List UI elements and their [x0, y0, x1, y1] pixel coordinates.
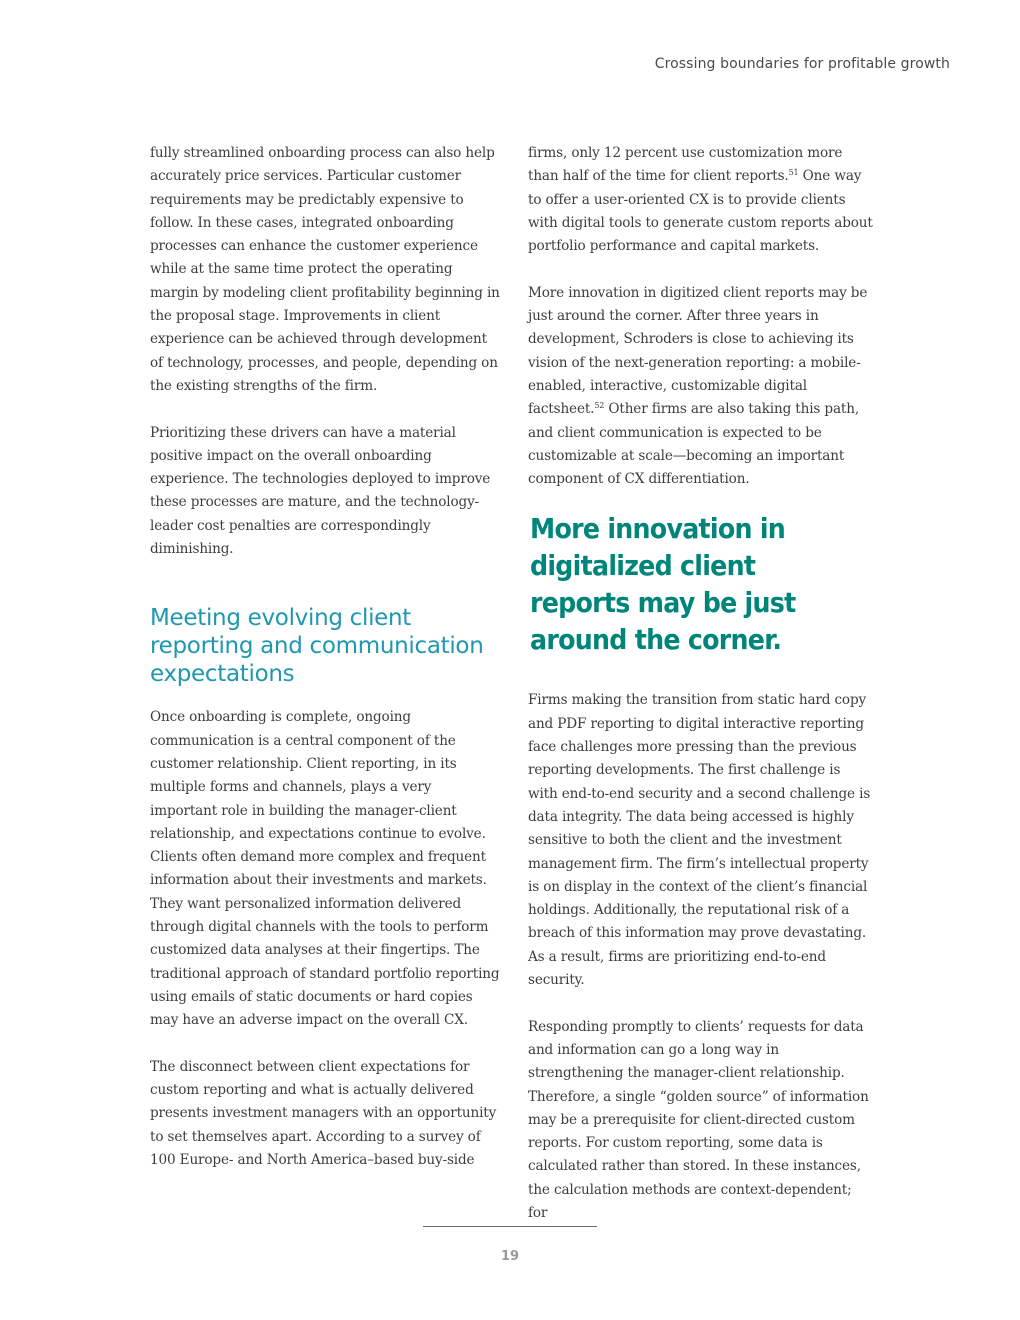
footer-divider [423, 1226, 597, 1227]
right-column [528, 142, 873, 1225]
paragraph [528, 282, 873, 492]
paragraph-text: More innovation in digitized client reports may be just around the corner. After three years in development, Schroders is close to achieving its vision of the next-generation reporting: a mobile-enabled, interactive, customizable digital factsheet. [528, 284, 868, 418]
paragraph: fully streamlined onboarding process can also help accurately price services. Particular customer requirements may be predictably expensive to follow. In these cases, integrated onboarding processes can enhance the customer experience while at the same time protect the operating margin by modeling client profitability beginning in the proposal stage. Improvements in client experience can be achieved through development of technology, processes, and people, depending on the existing strengths of the firm. [150, 145, 500, 394]
paragraph: Prioritizing these drivers can have a material positive impact on the overall onboarding experience. The technologies deployed to improve these processes are mature, and the technology-leader cost penalties are correspondingly diminishing. [150, 424, 491, 558]
footnote-ref[interactable]: 51 [788, 168, 799, 178]
paragraph-text: One way to offer a user-oriented CX is to provide clients with digital tools to generate custom reports about portfolio performance and capital markets. [528, 168, 873, 255]
paragraph: The disconnect between client expectations for custom reporting and what is actually delivered presents investment managers with an opportunity to set themselves apart. According to a survey of 100 Europe- and North America–based buy-side [150, 1058, 497, 1168]
section-heading: Meeting evolving client reporting and communication expectations [150, 605, 484, 688]
footnote-ref[interactable]: 52 [594, 401, 605, 411]
paragraph: Responding promptly to clients’ requests for data and information can go a long way in strengthening the manager-client relationship. Therefore, a single “golden source” of information may be a prerequisite for client-directed custom reports. For custom reporting, some data is calculated rather than stored. In these instances, the calculation methods are context-dependent; for [528, 1018, 869, 1221]
page-number: 19 [500, 1249, 520, 1264]
running-title: Crossing boundaries for profitable growth [654, 56, 950, 72]
paragraph [528, 142, 873, 258]
pull-quote: More innovation in digitalized client reports may be just around the corner. [530, 513, 796, 657]
paragraph-text: Other firms are also taking this path, and client communication is expected to be customizable at scale—becoming an important component of CX differentiation. [528, 401, 860, 488]
paragraph: Firms making the transition from static hard copy and PDF reporting to digital interactive reporting face challenges more pressing than the previous reporting developments. The first challenge is with end-to-end security and a second challenge is data integrity. The data being accessed is highly sensitive to both the client and the investment management firm. The firm’s intellectual property is on display in the context of the client’s financial holdings. Additionally, the reputational risk of a breach of this information may prove devastating. As a result, firms are prioritizing end-to-end security. [528, 692, 871, 989]
left-column [150, 142, 500, 1172]
paragraph-text: firms, only 12 percent use customization more than half of the time for client reports. [528, 145, 843, 185]
paragraph: Once onboarding is complete, ongoing communication is a central component of the customer relationship. Client reporting, in its multiple forms and channels, plays a very important role in building the manager-client relationship, and expectations continue to evolve. Clients often demand more complex and frequent information about their investments and markets. They want personalized information delivered through digital channels with the tools to perform customized data analyses at their fingertips. The traditional approach of standard portfolio reporting using emails of static documents or hard copies may have an adverse impact on the overall CX. [150, 709, 500, 1029]
